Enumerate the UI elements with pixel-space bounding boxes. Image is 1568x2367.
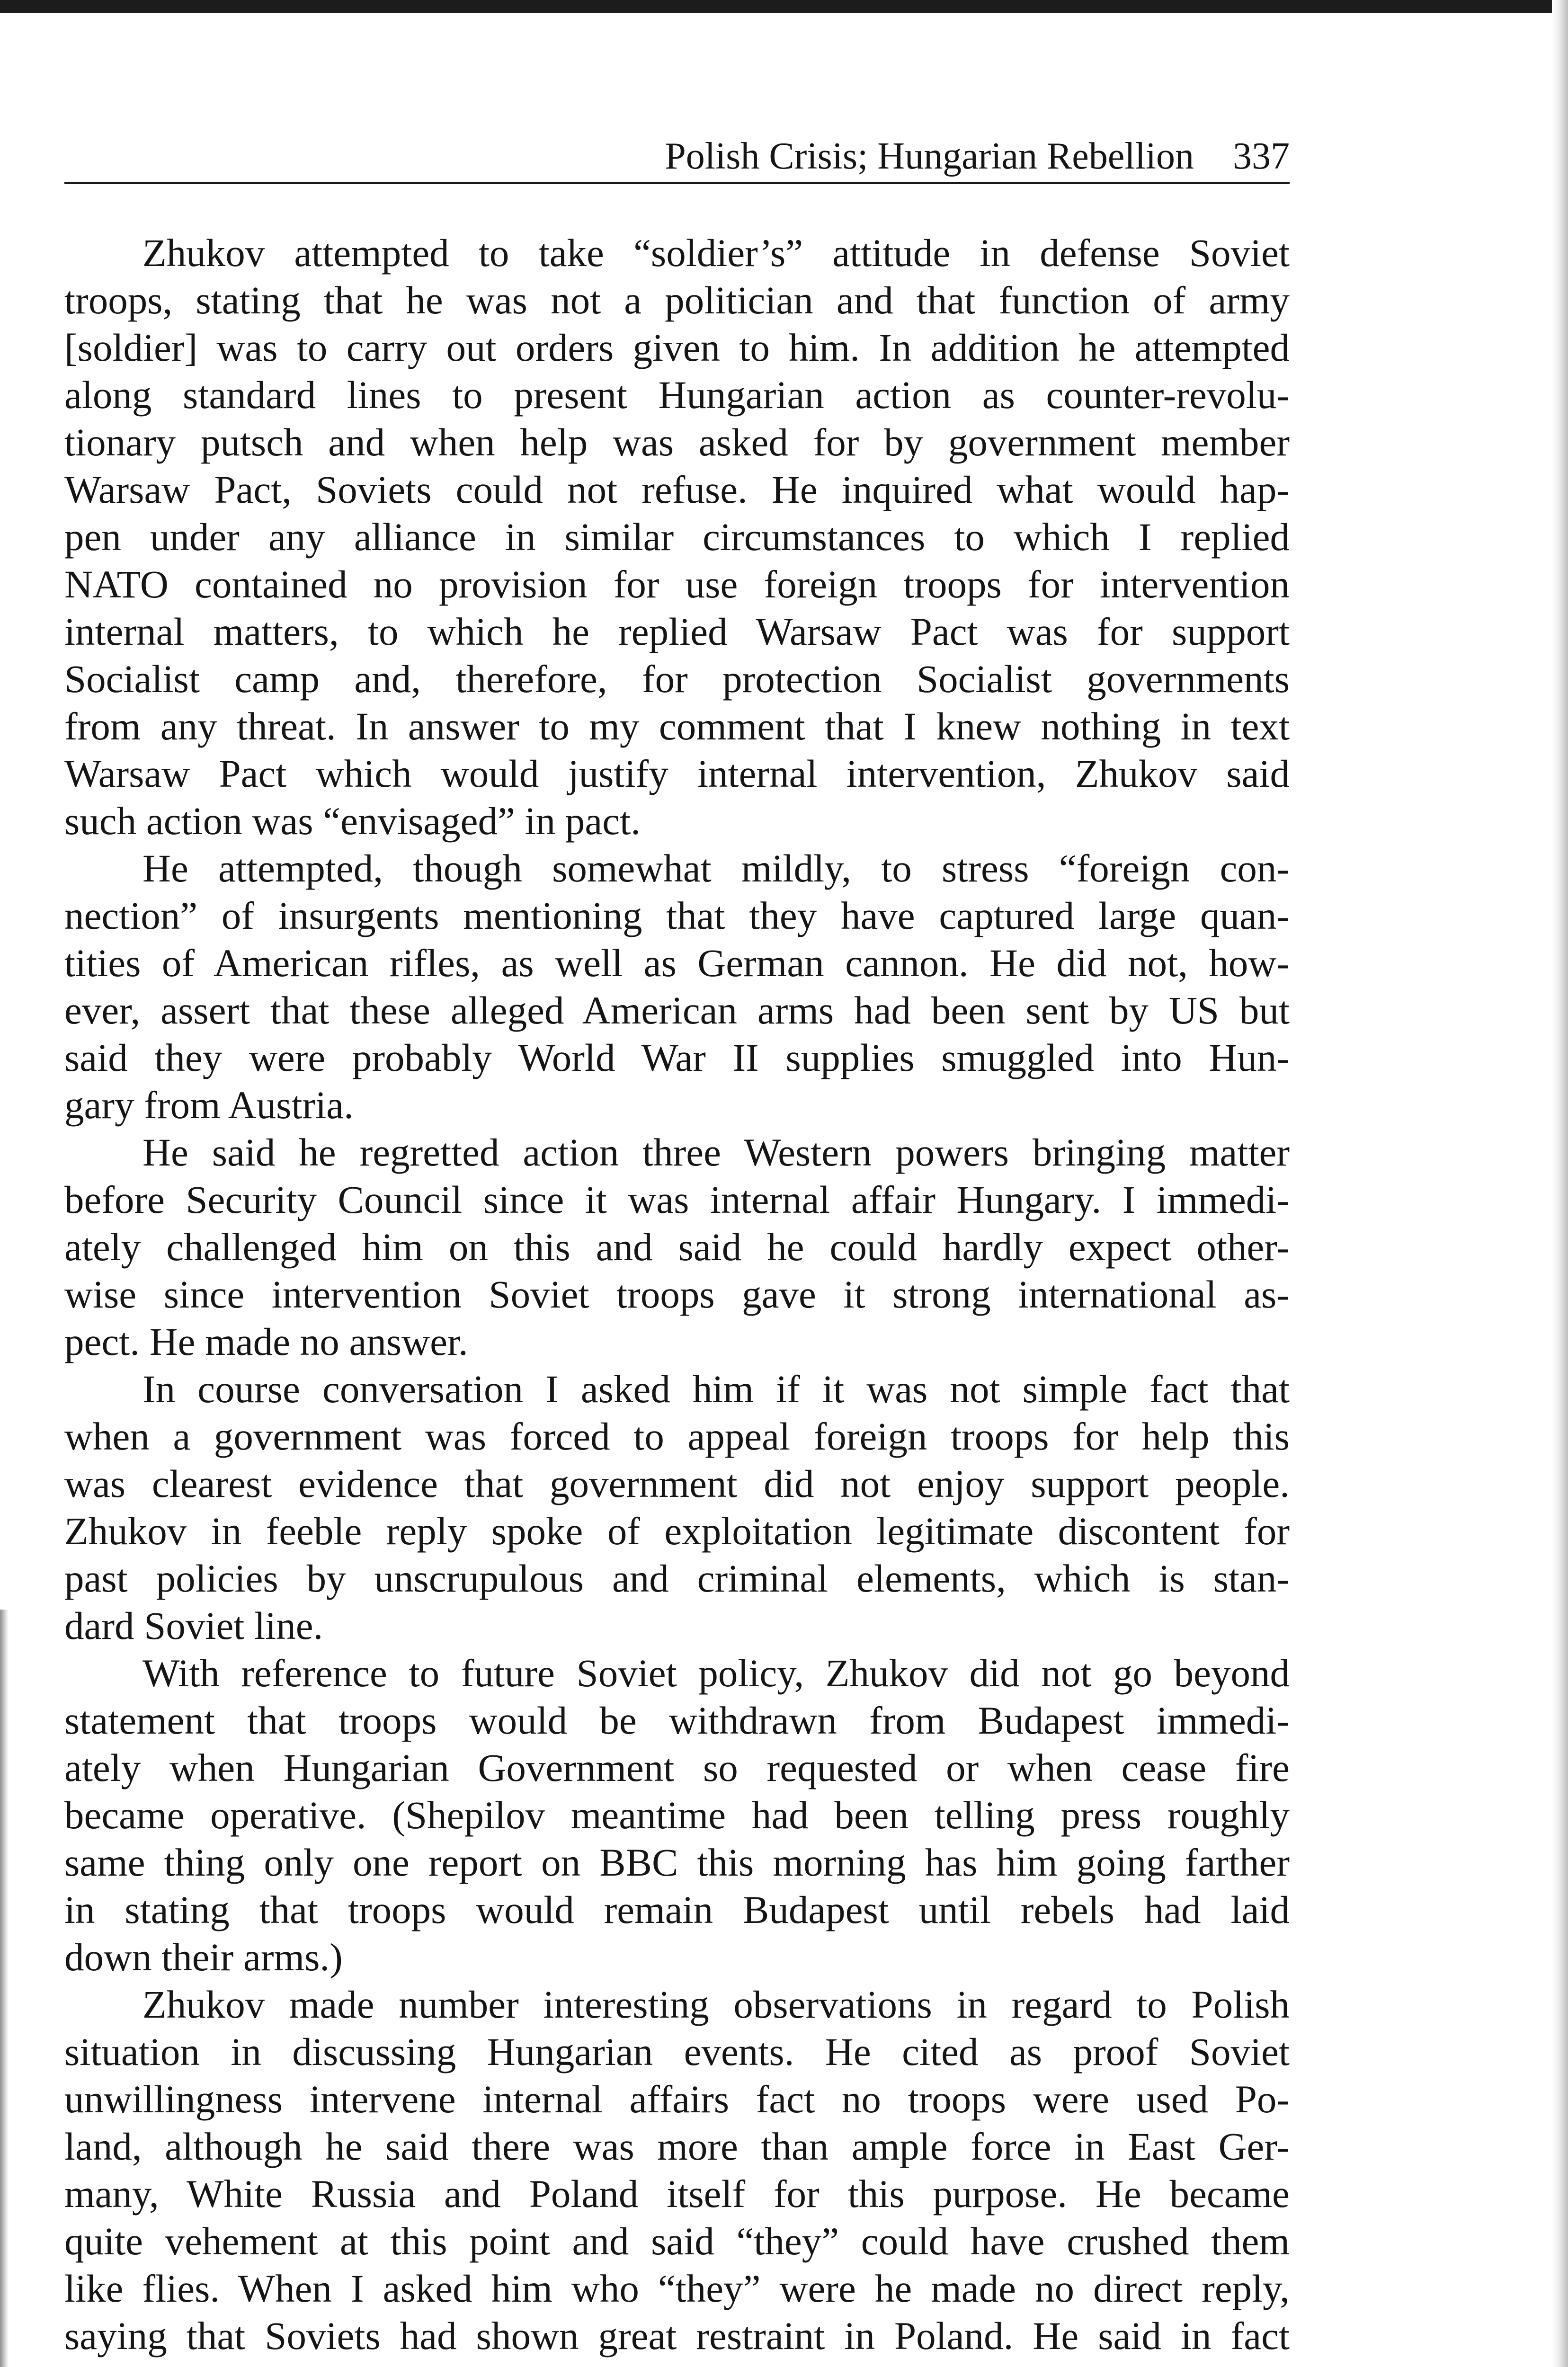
text-line: internal matters, to which he replied Warsaw Pact was for support (64, 610, 1290, 653)
text-line: NATO contained no provision for use foreign troops for intervention (64, 562, 1290, 606)
paragraph-5 (64, 1649, 1290, 1981)
text-line: became operative. (Shepilov meantime had been telling press roughly (64, 1793, 1290, 1837)
text-line: tities of American rifles, as well as German cannon. He did not, how- (64, 941, 1290, 985)
text-line: same thing only one report on BBC this morning has him going farther (64, 1841, 1290, 1884)
paragraph-3 (64, 1129, 1290, 1365)
text-line: He attempted, though somewhat mildly, to stress “foreign con- (143, 846, 1290, 890)
text-line: along standard lines to present Hungarian action as counter-revolu- (64, 373, 1290, 417)
text-line: gary from Austria. (64, 1083, 354, 1127)
text-line: was clearest evidence that government did not enjoy support people. (64, 1462, 1290, 1505)
text-line: situation in discussing Hungarian events. He cited as proof Soviet (64, 2030, 1290, 2073)
text-line: past policies by unscrupulous and criminal elements, which is stan- (64, 1557, 1290, 1600)
text-line: troops, stating that he was not a politician and that function of army (64, 278, 1290, 322)
text-line: nection” of insurgents mentioning that they have captured large quan- (64, 894, 1290, 937)
text-line: pect. He made no answer. (64, 1320, 468, 1363)
text-line: when a government was forced to appeal foreign troops for help this (64, 1415, 1290, 1458)
paragraph-4 (64, 1365, 1290, 1649)
paragraph-2 (64, 845, 1290, 1129)
text-line: like flies. When I asked him who “they” were he made no direct reply, (64, 2267, 1290, 2310)
text-line: He said he regretted action three Western powers bringing matter (143, 1130, 1290, 1174)
text-line: Warsaw Pact which would justify internal intervention, Zhukov said (64, 752, 1290, 795)
text-line: saying that Soviets had shown great restraint in Poland. He said in fact (64, 2314, 1290, 2358)
text-line: from any threat. In answer to my comment that I knew nothing in text (64, 704, 1290, 748)
text-line: With reference to future Soviet policy, Zhukov did not go beyond (143, 1651, 1290, 1695)
text-line: quite vehement at this point and said “they” could have crushed them (64, 2219, 1290, 2263)
text-line: unwillingness intervene internal affairs fact no troops were used Po- (64, 2077, 1290, 2121)
text-line: Zhukov attempted to take “soldier’s” attitude in defense Soviet (143, 231, 1290, 275)
text-line: ately challenged him on this and said he could hardly expect other- (64, 1225, 1290, 1269)
text-line: down their arms.) (64, 1935, 343, 1979)
page-number: 337 (1233, 135, 1290, 177)
scan-right-border (1552, 0, 1568, 2367)
running-head-title: Polish Crisis; Hungarian Rebellion (665, 135, 1194, 177)
text-line: ever, assert that these alleged American arms had been sent by US but (64, 988, 1290, 1032)
text-line: many, White Russia and Poland itself for this purpose. He became (64, 2172, 1290, 2216)
scan-left-border (0, 1610, 9, 2367)
scan-top-border (0, 0, 1568, 13)
text-line: Warsaw Pact, Soviets could not refuse. He inquired what would hap- (64, 468, 1290, 511)
text-line: tionary putsch and when help was asked for by government member (64, 420, 1290, 464)
text-line: dard Soviet line. (64, 1604, 323, 1647)
text-line: ately when Hungarian Government so requested or when cease fire (64, 1746, 1290, 1789)
text-line: in stating that troops would remain Budapest until rebels had laid (64, 1888, 1290, 1931)
text-line: wise since intervention Soviet troops gave it strong international as- (64, 1272, 1290, 1316)
text-line: statement that troops would be withdrawn from Budapest immedi- (64, 1699, 1290, 1742)
book-page (64, 137, 1290, 2359)
body-text (64, 229, 1290, 2359)
paragraph-1 (64, 229, 1290, 845)
text-line: before Security Council since it was internal affair Hungary. I immedi- (64, 1178, 1290, 1221)
text-line: land, although he said there was more than ample force in East Ger- (64, 2125, 1290, 2168)
text-line: said they were probably World War II supplies smuggled into Hun- (64, 1036, 1290, 1079)
running-head (64, 137, 1290, 184)
text-line: [soldier] was to carry out orders given to him. In addition he attempted (64, 326, 1290, 369)
paragraph-6 (64, 1981, 1290, 2359)
text-line: such action was “envisaged” in pact. (64, 799, 641, 843)
text-line: Socialist camp and, therefore, for protection Socialist governments (64, 657, 1290, 701)
text-line: In course conversation I asked him if it was not simple fact that (143, 1367, 1290, 1411)
text-line: Zhukov made number interesting observations in regard to Polish (143, 1983, 1290, 2026)
text-line: pen under any alliance in similar circumstances to which I replied (64, 515, 1290, 559)
text-line: Zhukov in feeble reply spoke of exploitation legitimate discontent for (64, 1509, 1290, 1553)
